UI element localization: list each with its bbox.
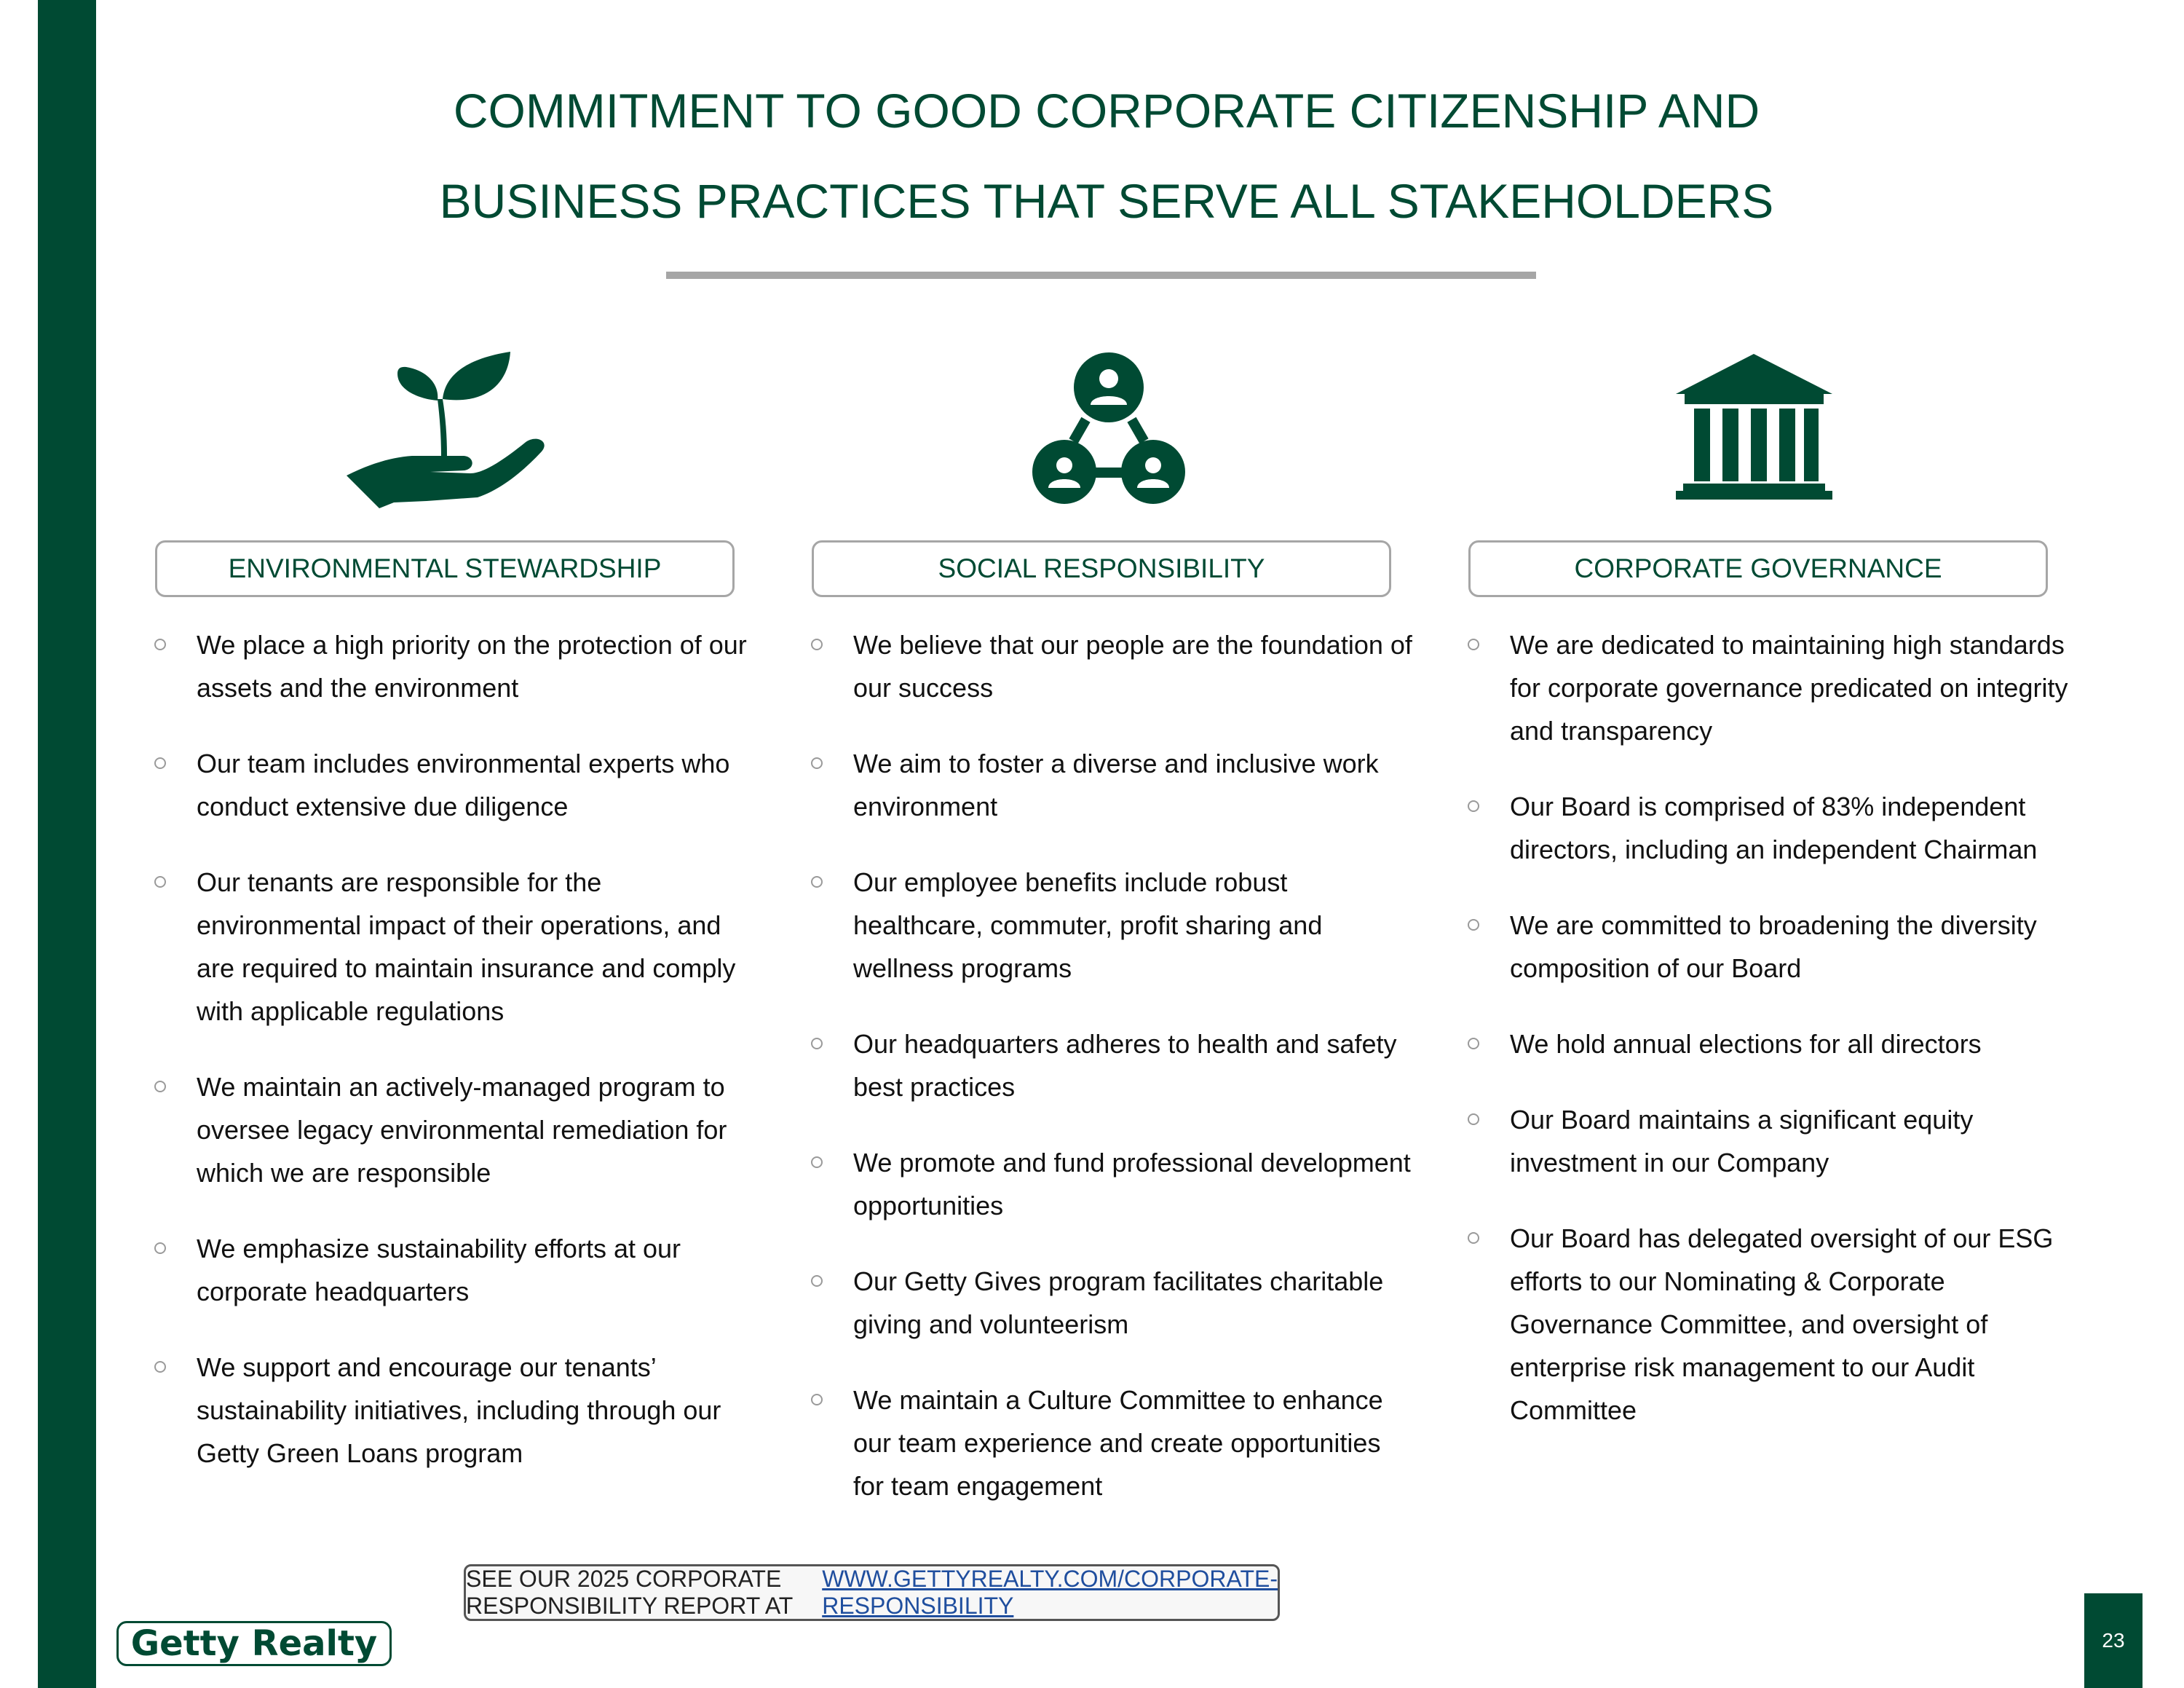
page-title-line-2: BUSINESS PRACTICES THAT SERVE ALL STAKEHOLDERS xyxy=(439,174,1774,228)
bullet-icon xyxy=(811,639,823,650)
bullet-icon xyxy=(811,1394,823,1405)
list-item: We place a high priority on the protection of our assets and the environment xyxy=(154,623,759,709)
list-item: We believe that our people are the foundation of our success xyxy=(811,623,1415,709)
governance-list xyxy=(1468,623,2072,1464)
list-item: We aim to foster a diverse and inclusive work environment xyxy=(811,742,1415,828)
page-number: 23 xyxy=(2084,1593,2143,1688)
bullet-icon xyxy=(154,1242,166,1254)
list-item: Our tenants are responsible for the environmental impact of their operations, and are required to maintain insurance and comply with applicable regulations xyxy=(154,861,759,1033)
list-item: Our Getty Gives program facilitates charitable giving and volunteerism xyxy=(811,1260,1415,1346)
bullet-icon xyxy=(154,1081,166,1092)
social-list xyxy=(811,623,1415,1540)
list-item: Our headquarters adheres to health and safety best practices xyxy=(811,1022,1415,1108)
list-item: We are dedicated to maintaining high standards for corporate governance predicated on integrity and transparency xyxy=(1468,623,2072,752)
list-item: Our Board has delegated oversight of our ESG efforts to our Nominating & Corporate Governance Committee, and oversight of enterprise risk management to our Audit Committee xyxy=(1468,1217,2072,1432)
bullet-icon xyxy=(1468,1038,1479,1049)
people-network-icon xyxy=(1032,351,1185,508)
list-item: We maintain a Culture Committee to enhance our team experience and create opportunities for team engagement xyxy=(811,1379,1415,1507)
report-callout-text: SEE OUR 2025 CORPORATE RESPONSIBILITY REPORT AT xyxy=(466,1566,794,1619)
list-item: We maintain an actively-managed program to oversee legacy environmental remediation for which we are responsible xyxy=(154,1065,759,1194)
list-item: Our employee benefits include robust healthcare, commuter, profit sharing and wellness programs xyxy=(811,861,1415,990)
bullet-icon xyxy=(1468,1113,1479,1125)
report-callout xyxy=(464,1564,1280,1621)
bullet-icon xyxy=(1468,919,1479,931)
bullet-icon xyxy=(1468,639,1479,650)
bullet-icon xyxy=(811,876,823,888)
building-columns-icon xyxy=(1676,354,1832,503)
bullet-icon xyxy=(154,757,166,769)
bullet-icon xyxy=(154,1361,166,1373)
side-accent-bar xyxy=(38,0,96,1688)
list-item: Our Board maintains a significant equity investment in our Company xyxy=(1468,1098,2072,1184)
getty-realty-logo: Getty Realty xyxy=(116,1621,392,1666)
list-item: We promote and fund professional development opportunities xyxy=(811,1141,1415,1227)
bullet-icon xyxy=(154,639,166,650)
list-item: We hold annual elections for all directors xyxy=(1468,1022,2072,1065)
report-link[interactable]: WWW.GETTYREALTY.COM/CORPORATE-RESPONSIBILITY xyxy=(822,1566,1278,1619)
bullet-icon xyxy=(1468,800,1479,812)
hand-plant-icon xyxy=(339,348,550,512)
bullet-icon xyxy=(154,876,166,888)
environmental-stewardship-header: ENVIRONMENTAL STEWARDSHIP xyxy=(155,540,735,597)
list-item: Our Board is comprised of 83% independent directors, including an independent Chairman xyxy=(1468,785,2072,871)
list-item: We are committed to broadening the diversity composition of our Board xyxy=(1468,904,2072,990)
list-item: We emphasize sustainability efforts at our corporate headquarters xyxy=(154,1227,759,1313)
bullet-icon xyxy=(811,1038,823,1049)
list-item: We support and encourage our tenants’ sustainability initiatives, including through our Getty Green Loans program xyxy=(154,1346,759,1475)
environmental-list xyxy=(154,623,759,1507)
title-divider xyxy=(666,272,1536,279)
bullet-icon xyxy=(811,1275,823,1287)
page-title-line-1: COMMITMENT TO GOOD CORPORATE CITIZENSHIP AND xyxy=(453,84,1760,138)
bullet-icon xyxy=(1468,1232,1479,1244)
corporate-governance-header: CORPORATE GOVERNANCE xyxy=(1468,540,2048,597)
list-item: Our team includes environmental experts who conduct extensive due diligence xyxy=(154,742,759,828)
bullet-icon xyxy=(811,757,823,769)
social-responsibility-header: SOCIAL RESPONSIBILITY xyxy=(812,540,1391,597)
bullet-icon xyxy=(811,1156,823,1168)
